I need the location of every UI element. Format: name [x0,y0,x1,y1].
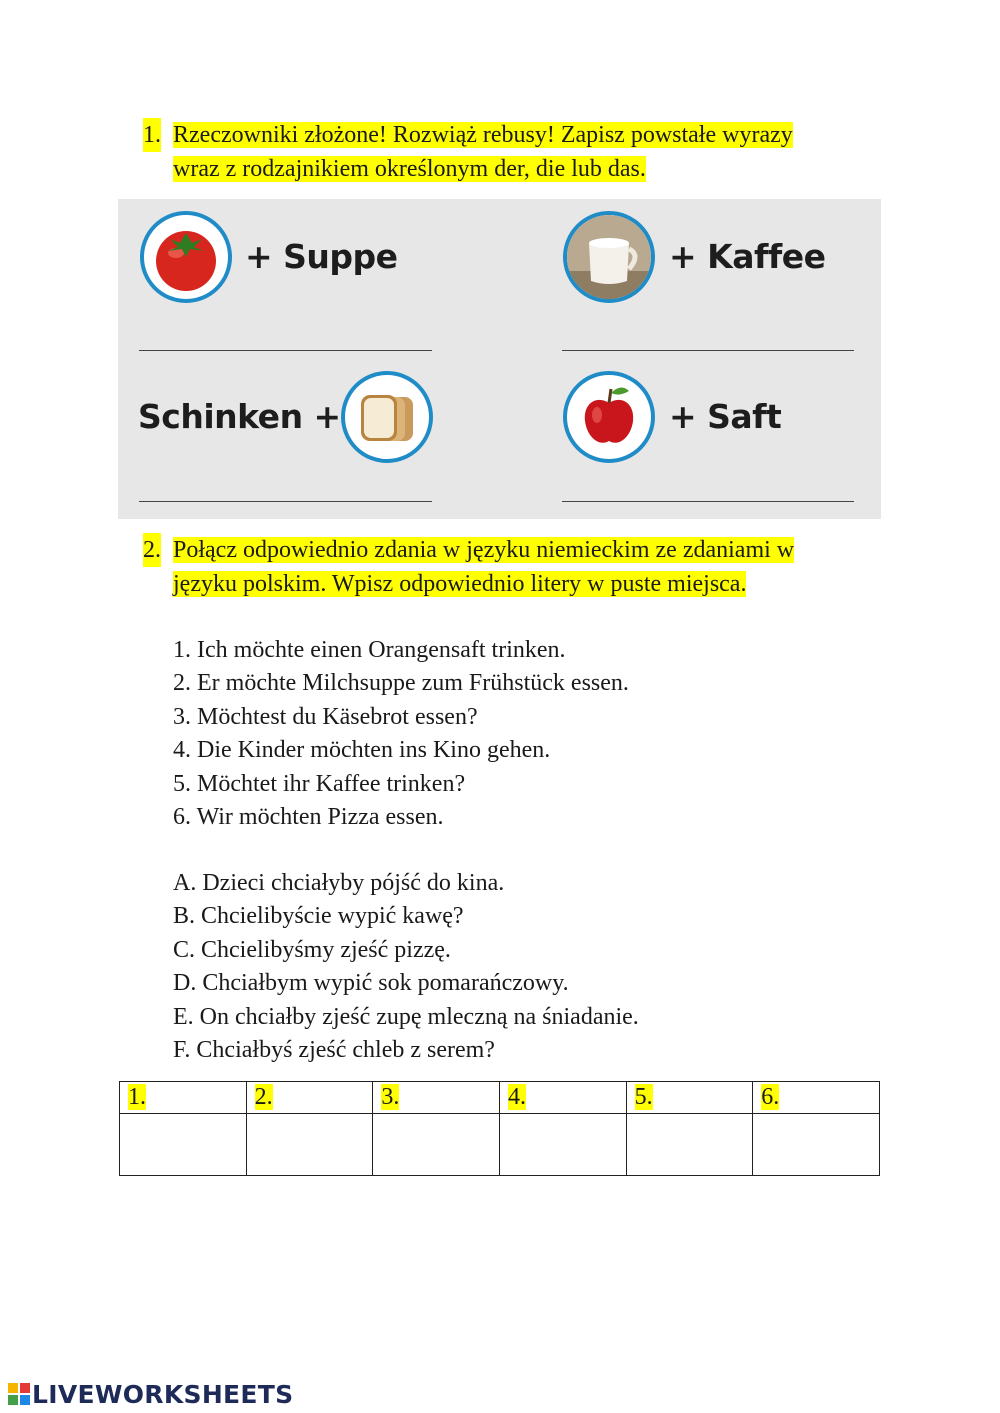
polish-sentence-d: D. Chciałbym wypić sok pomarańczowy. [173,970,569,997]
german-sentence-6: 6. Wir möchten Pizza essen. [173,804,444,831]
polish-sentence-a: A. Dzieci chciałyby pójść do kina. [173,870,505,896]
rebus-word-saft: + Saft [669,397,782,436]
task-1-line-1: Rzeczowniki złożone! Rozwiąż rebusy! Zapisz powstałe wyrazy [173,122,793,148]
german-sentence-5: 5. Möchtet ihr Kaffee trinken? [173,770,466,797]
rebus-word-kaffee: + Kaffee [669,237,826,276]
german-sentence-3: 3. Möchtest du Käsebrot essen? [173,703,478,730]
german-sentence-4: 4. Die Kinder möchten ins Kino gehen. [173,737,551,764]
bread-icon [341,371,433,463]
task-2-line-1: Połącz odpowiednio zdania w języku niemieckim ze zdaniami w [173,537,795,563]
answer-header-4: 4. [499,1082,626,1114]
answer-table [119,1081,880,1176]
german-sentence-list [173,634,629,834]
answer-cell-4[interactable] [499,1114,626,1176]
answer-table-header-row [120,1082,880,1114]
answer-line-3[interactable] [139,501,432,502]
apple-icon [563,371,655,463]
answer-line-4[interactable] [562,501,854,502]
answer-cell-6[interactable] [753,1114,880,1176]
logo-blocks-icon [8,1382,30,1404]
answer-header-1: 1. [120,1082,247,1114]
answer-line-1[interactable] [139,350,432,351]
polish-sentence-f: F. Chciałbyś zjeść chleb z serem? [173,1037,495,1064]
polish-sentence-b: B. Chcielibyście wypić kawę? [173,903,464,930]
task-1-number: 1. [143,118,161,152]
answer-cell-2[interactable] [246,1114,373,1176]
polish-sentence-c: C. Chcielibyśmy zjeść pizzę. [173,936,451,963]
task-2-number: 2. [143,533,161,567]
german-sentence-2: 2. Er möchte Milchsuppe zum Frühstück essen. [173,670,629,697]
answer-cell-5[interactable] [626,1114,753,1176]
answer-cell-3[interactable] [373,1114,500,1176]
rebus-panel [118,199,881,519]
polish-sentence-list [173,867,639,1067]
milk-jug-icon [563,211,655,303]
tomato-icon [140,211,232,303]
task-2-instructions [143,533,883,601]
polish-sentence-e: E. On chciałby zjeść zupę mleczną na śniadanie. [173,1003,639,1030]
logo-text: LIVEWORKSHEETS [32,1380,294,1409]
answer-header-5: 5. [626,1082,753,1114]
task-1-instructions [143,118,883,186]
answer-header-6: 6. [753,1082,880,1114]
german-sentence-1: 1. Ich möchte einen Orangensaft trinken. [173,637,566,663]
answer-table-input-row [120,1114,880,1176]
liveworksheets-logo [8,1380,293,1409]
answer-header-3: 3. [373,1082,500,1114]
task-1-line-2: wraz z rodzajnikiem określonym der, die lub das. [173,156,646,182]
rebus-word-suppe: + Suppe [245,237,398,276]
answer-header-2: 2. [246,1082,373,1114]
answer-line-2[interactable] [562,350,854,351]
task-2-line-2: języku polskim. Wpisz odpowiednio litery w puste miejsca. [173,571,747,597]
rebus-word-schinken: Schinken + [138,397,341,436]
answer-cell-1[interactable] [120,1114,247,1176]
